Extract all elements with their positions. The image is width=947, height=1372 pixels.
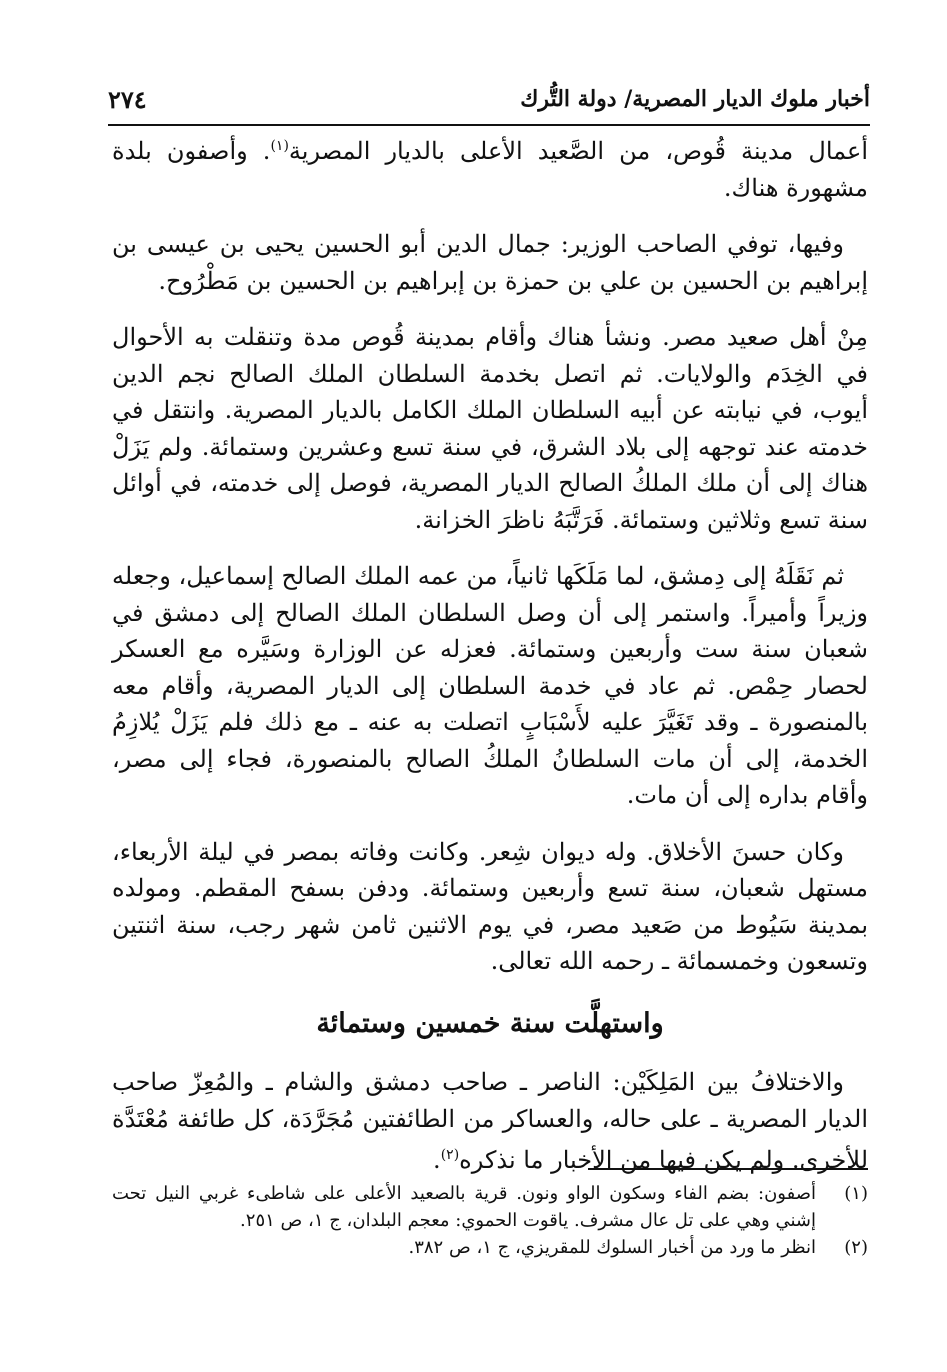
paragraph-year-events	[112, 1064, 868, 1179]
paragraph-biography-damascus: ثم نَقَلَهُ إلى دِمشق، لما مَلَكَها ثانياً، من عمه الملك الصالح إسماعيل، وجعله وزيراً وأميراً. واستمر إلى أن وصل السلطان الملك الصالح إلى دمشق في شعبان سنة ست وأربعين وستمائة. فعزله عن الوزارة وسَيَّره مع العسكر لحصار حِمْص. ثم عاد في خدمة السلطان إلى الديار المصرية، وأقام معه بالمنصورة ـ وقد تَغَيَّرَ عليه لأَسْبَابٍ اتصلت به عنه ـ مع ذلك فلم يَزَلْ يُلازِمُ الخدمة، إلى أن مات السلطانُ الملكُ الصالح بالمنصورة، فجاء إلى مصر، وأقام بداره إلى أن مات.	[112, 562, 868, 809]
paragraph-text: أعمال مدينة قُوص، من الصَّعيد الأعلى بالديار المصرية	[288, 137, 869, 165]
paragraph-biography-origin: مِنْ أهل صعيد مصر. ونشأ هناك وأقام بمدينة قُوص مدة وتنقلت به الأحوال في الخِدَم والولايات. ثم اتصل بخدمة السلطان الملك الصالح نجم الدين أيوب، في نيابته عن أبيه السلطان الملك الكامل بالديار المصرية. وانتقل في خدمته عند توجهه إلى بلاد الشرق، في سنة تسع وعشرين وستمائة. ولم يَزَلْ هناك إلى أن ملك الملكُ الصالح الديار المصرية، فوصل إلى خدمته، في أوائل سنة تسع وثلاثين وستمائة. فَرَتَّبَهُ ناظرَ الخزانة.	[112, 323, 868, 534]
footnote-ref-2: (٢)	[440, 1147, 460, 1163]
running-title: أخبار ملوك الديار المصرية/ دولة التُّرك	[520, 86, 870, 112]
page-number: ٢٧٤	[108, 84, 147, 114]
page-header	[108, 78, 870, 120]
footnote-text: أصفون: بضم الفاء وسكون الواو ونون. قرية بالصعيد الأعلى على شاطىء غربي النيل تحت إشني وهي على تل عال مشرف. ياقوت الحموي: معجم البلدان، ج ١، ص ٢٥١.	[112, 1183, 816, 1231]
footnote-number: (٢)	[844, 1237, 868, 1258]
paragraph-continuation	[112, 128, 868, 206]
paragraph-text-tail: .	[433, 1146, 441, 1174]
footnote-number: (١)	[844, 1183, 868, 1204]
footnote-rule	[588, 1168, 868, 1170]
footnote-2	[112, 1234, 868, 1261]
footnote-text: انظر ما ورد من أخبار السلوك للمقريزي، ج ١، ص ٣٨٢.	[408, 1237, 816, 1258]
footnote-1	[112, 1180, 868, 1234]
paragraph-biography-death: وكان حسنَ الأخلاق. وله ديوان شِعر. وكانت وفاته بمصر في ليلة الأربعاء، مستهل شعبان، سنة تسع وأربعين وستمائة. ودفن بسفح المقطم. ومولده بمدينة سَيُوط من صَعيد مصر، في يوم الاثنين ثامن شهر رجب، سنة اثنتين وتسعون وخمسمائة ـ رحمه الله تعالى.	[112, 837, 868, 975]
paragraph-text-tail: . وأصفون بلدة مشهورة هناك.	[112, 137, 868, 202]
footnote-ref-1: (١)	[270, 138, 289, 154]
page-body	[112, 128, 868, 1199]
footnotes	[112, 1180, 868, 1261]
paragraph-text: والاختلافُ بين المَلِكَيْن: الناصر ـ صاحب دمشق والشام ـ والمُعِزّ صاحب الديار المصرية ـ على حاله، والعساكر من الطائفتين مُجَرَّدَة، كل طائفة مُعْتَدَّة للأخرى. ولم يكن فيها من الأخبار ما نذكره	[112, 1068, 868, 1174]
header-rule	[108, 124, 870, 126]
paragraph-death-notice: وفيها، توفي الصاحب الوزير: جمال الدين أبو الحسين يحيى بن عيسى بن إبراهيم بن الحسين بن علي بن حمزة بن إبراهيم بن الحسين بن مَطْرُوح.	[112, 230, 868, 295]
section-heading: واستهلَّت سنة خمسين وستمائة	[316, 1007, 664, 1039]
